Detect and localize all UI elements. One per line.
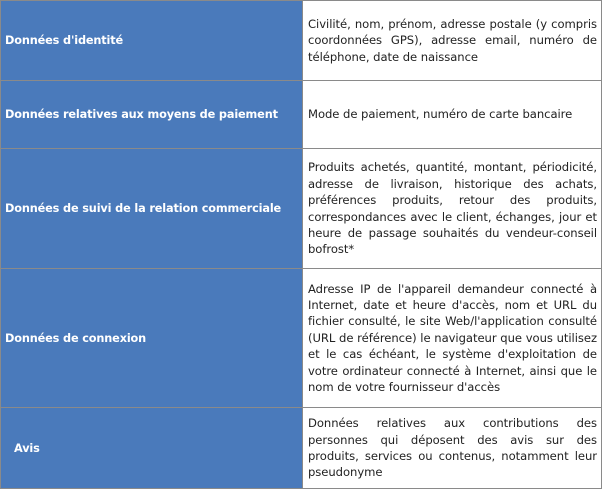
table-row xyxy=(1,1,602,81)
category-cell: Données d'identité xyxy=(1,1,303,81)
description-cell: Produits achetés, quantité, montant, périodicité, adresse de livraison, historique des achats, préférences produits, retour des produits, correspondances avec le client, échanges, jour et heure de passage souhaités du vendeur-conseil bofrost* xyxy=(303,149,602,269)
description-cell: Civilité, nom, prénom, adresse postale (y compris coordonnées GPS), adresse email, numéro de téléphone, date de naissance xyxy=(303,1,602,81)
table-row xyxy=(1,149,602,269)
category-cell: Avis xyxy=(1,408,303,489)
table-row xyxy=(1,269,602,408)
description-cell: Données relatives aux contributions des personnes qui déposent des avis sur des produits, services ou contenus, notamment leur pseudonyme xyxy=(303,408,602,489)
category-cell: Données relatives aux moyens de paiement xyxy=(1,81,303,149)
category-cell: Données de suivi de la relation commerciale xyxy=(1,149,303,269)
category-cell: Données de connexion xyxy=(1,269,303,408)
description-cell: Adresse IP de l'appareil demandeur connecté à Internet, date et heure d'accès, nom et URL du fichier consulté, le site Web/l'application consulté (URL de référence) le navigateur que vous utilisez et le cas échéant, le système d'exploitation de votre ordinateur connecté à Internet, ainsi que le nom de votre fournisseur d'accès xyxy=(303,269,602,408)
table-row xyxy=(1,408,602,489)
description-cell: Mode de paiement, numéro de carte bancaire xyxy=(303,81,602,149)
table-row xyxy=(1,81,602,149)
